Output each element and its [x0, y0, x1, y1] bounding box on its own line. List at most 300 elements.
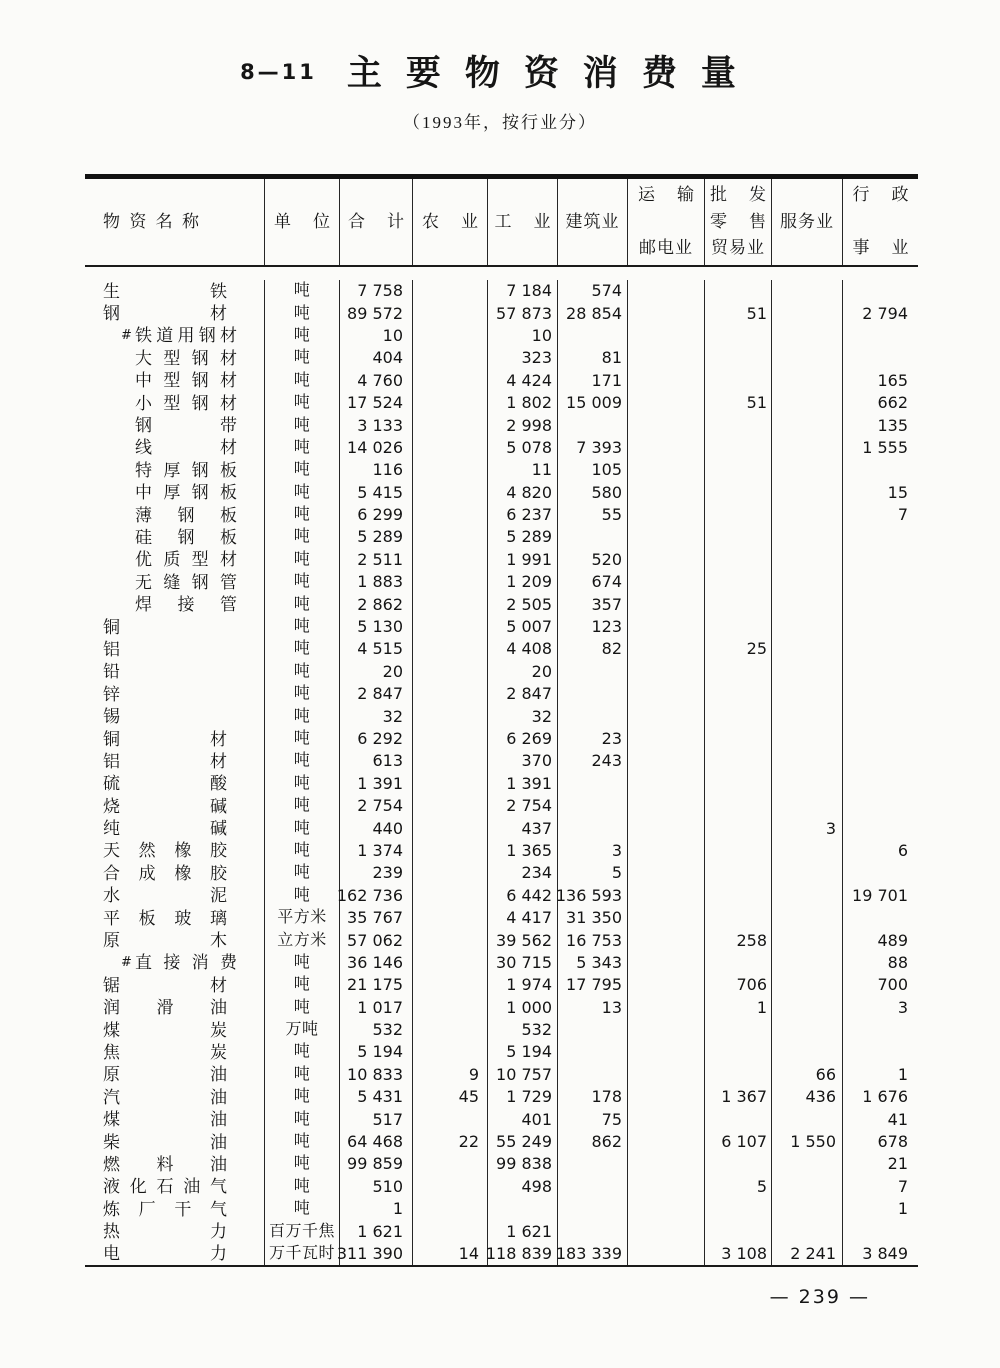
column-header-agriculture — [413, 179, 488, 265]
value-cell-government_institutions — [843, 459, 918, 481]
value-cell-services — [772, 1176, 843, 1198]
value-cell-construction — [558, 1153, 628, 1175]
value-cell-services — [772, 504, 843, 526]
value-cell-wholesale_retail_trade: 258 — [705, 929, 772, 951]
value-cell-government_institutions — [843, 526, 918, 548]
material-name: 煤炭 — [103, 1020, 227, 1040]
material-name-cell — [85, 616, 265, 638]
value-cell-wholesale_retail_trade — [705, 1108, 772, 1130]
material-name: 原木 — [103, 931, 227, 951]
value-cell-wholesale_retail_trade — [705, 459, 772, 481]
value-cell-government_institutions: 135 — [877, 415, 908, 435]
value-cell-services — [772, 974, 843, 996]
table-number: 8—11 — [240, 60, 317, 84]
table-row — [85, 840, 918, 862]
value-cell-agriculture — [413, 347, 488, 369]
value-cell-industry: 118 839 — [488, 1243, 558, 1265]
table-row — [85, 997, 918, 1019]
value-cell-government_institutions — [843, 1019, 918, 1041]
material-name: 水泥 — [103, 886, 227, 906]
column-header-label: 建筑业 — [565, 211, 620, 231]
value-cell-agriculture — [413, 616, 488, 638]
value-cell-wholesale_retail_trade — [705, 840, 772, 862]
value-cell-services: 1 550 — [772, 1131, 843, 1153]
table-row — [85, 1198, 918, 1220]
unit-cell: 吨 — [265, 1064, 340, 1086]
material-name-cell — [85, 683, 265, 705]
value-cell-transport_post_telecom — [628, 907, 705, 929]
value-cell-transport_post_telecom — [628, 325, 705, 347]
value-cell-construction — [558, 683, 628, 705]
value-cell-wholesale_retail_trade: 3 108 — [705, 1243, 772, 1265]
value-cell-government_institutions: 1 — [897, 1199, 908, 1219]
table-row — [85, 571, 918, 593]
column-header-label: 工业 — [494, 211, 551, 231]
value-cell-transport_post_telecom — [628, 593, 705, 615]
value-cell-services — [772, 862, 843, 884]
table-row — [85, 1041, 918, 1063]
value-cell-government_institutions: 1 555 — [862, 437, 908, 457]
value-cell-wholesale_retail_trade — [705, 482, 772, 504]
material-name-cell — [85, 414, 265, 436]
value-cell-wholesale_retail_trade — [705, 370, 772, 392]
value-cell-government_institutions: 662 — [877, 393, 908, 413]
value-cell-agriculture — [413, 593, 488, 615]
value-cell-government_institutions: 21 — [887, 1154, 908, 1174]
value-cell-total: 1 374 — [340, 840, 413, 862]
unit-cell: 百万千焦 — [265, 1220, 340, 1242]
value-cell-agriculture — [413, 1108, 488, 1130]
value-cell-total: 239 — [340, 862, 413, 884]
value-cell-transport_post_telecom — [628, 1108, 705, 1130]
column-header-label: 行政 — [852, 185, 909, 204]
value-cell-wholesale_retail_trade — [705, 795, 772, 817]
material-name: 硫酸 — [103, 774, 227, 794]
column-header-label: 农业 — [422, 211, 478, 231]
value-cell-agriculture — [413, 437, 488, 459]
value-cell-government_institutions: 6 — [897, 840, 908, 860]
value-cell-services — [772, 683, 843, 705]
value-cell-total: 14 026 — [340, 437, 413, 459]
material-name-cell — [85, 280, 265, 302]
value-cell-industry: 2 505 — [488, 593, 558, 615]
table-body — [85, 267, 918, 1267]
table-row — [85, 370, 918, 392]
value-cell-agriculture — [413, 885, 488, 907]
unit-cell: 吨 — [265, 997, 340, 1019]
value-cell-government_institutions: 7 — [897, 505, 908, 525]
value-cell-transport_post_telecom — [628, 414, 705, 436]
value-cell-agriculture — [413, 974, 488, 996]
value-cell-services — [772, 638, 843, 660]
value-cell-wholesale_retail_trade — [705, 1041, 772, 1063]
value-cell-total: 99 859 — [340, 1153, 413, 1175]
value-cell-construction: 357 — [558, 593, 628, 615]
value-cell-construction — [558, 325, 628, 347]
value-cell-construction: 674 — [558, 571, 628, 593]
value-cell-agriculture — [413, 929, 488, 951]
value-cell-transport_post_telecom — [628, 795, 705, 817]
value-cell-services — [772, 482, 843, 504]
value-cell-services: 436 — [772, 1086, 843, 1108]
value-cell-services: 3 — [772, 817, 843, 839]
material-name: 小型钢材 — [135, 393, 237, 413]
value-cell-construction: 105 — [558, 459, 628, 481]
unit-cell: 吨 — [265, 817, 340, 839]
value-cell-government_institutions: 1 — [897, 1064, 908, 1084]
value-cell-agriculture: 9 — [413, 1064, 488, 1086]
value-cell-transport_post_telecom — [628, 974, 705, 996]
value-cell-construction — [558, 414, 628, 436]
value-cell-construction: 136 593 — [558, 885, 628, 907]
value-cell-transport_post_telecom — [628, 728, 705, 750]
table-row — [85, 1176, 918, 1198]
value-cell-total: 64 468 — [340, 1131, 413, 1153]
footnote-marker: # — [121, 955, 132, 971]
value-cell-transport_post_telecom — [628, 773, 705, 795]
unit-cell: 吨 — [265, 437, 340, 459]
value-cell-agriculture — [413, 1176, 488, 1198]
value-cell-construction: 171 — [558, 370, 628, 392]
material-name: 硅钢板 — [135, 527, 237, 547]
column-header-construction — [558, 179, 628, 265]
value-cell-transport_post_telecom — [628, 280, 705, 302]
value-cell-services — [772, 705, 843, 727]
value-cell-construction: 243 — [558, 750, 628, 772]
table-row — [85, 862, 918, 884]
value-cell-total: 7 758 — [340, 280, 413, 302]
value-cell-transport_post_telecom — [628, 1220, 705, 1242]
material-name-cell — [85, 1086, 265, 1108]
material-name-cell — [85, 862, 265, 884]
unit-cell: 吨 — [265, 504, 340, 526]
material-name-cell — [85, 370, 265, 392]
unit-cell: 吨 — [265, 1176, 340, 1198]
value-cell-construction: 3 — [558, 840, 628, 862]
material-name: 煤油 — [103, 1110, 227, 1130]
value-cell-total: 517 — [340, 1108, 413, 1130]
table-row — [85, 1108, 918, 1130]
title-bar — [0, 46, 1000, 96]
value-cell-services — [772, 929, 843, 951]
material-name: 天然橡胶 — [103, 841, 227, 861]
material-name: 无缝钢管 — [135, 572, 237, 592]
value-cell-wholesale_retail_trade — [705, 705, 772, 727]
value-cell-construction — [558, 795, 628, 817]
material-name: 铝 — [103, 639, 120, 659]
value-cell-government_institutions — [843, 750, 918, 772]
value-cell-government_institutions — [843, 280, 918, 302]
material-name: 铁道用钢材 — [135, 326, 237, 346]
material-name-cell — [85, 840, 265, 862]
value-cell-government_institutions — [843, 795, 918, 817]
value-cell-wholesale_retail_trade — [705, 437, 772, 459]
material-name: 电力 — [103, 1244, 227, 1264]
value-cell-wholesale_retail_trade — [705, 1019, 772, 1041]
value-cell-wholesale_retail_trade — [705, 773, 772, 795]
value-cell-services — [772, 840, 843, 862]
material-name-cell — [85, 1153, 265, 1175]
value-cell-government_institutions: 15 — [887, 482, 908, 502]
value-cell-agriculture — [413, 414, 488, 436]
value-cell-industry: 2 847 — [488, 683, 558, 705]
value-cell-transport_post_telecom — [628, 1153, 705, 1175]
value-cell-services: 66 — [772, 1064, 843, 1086]
unit-cell: 吨 — [265, 459, 340, 481]
value-cell-transport_post_telecom — [628, 1086, 705, 1108]
unit-cell: 吨 — [265, 1086, 340, 1108]
value-cell-construction: 862 — [558, 1131, 628, 1153]
value-cell-transport_post_telecom — [628, 929, 705, 951]
value-cell-agriculture — [413, 504, 488, 526]
value-cell-total: 613 — [340, 750, 413, 772]
value-cell-agriculture — [413, 862, 488, 884]
unit-cell: 吨 — [265, 1108, 340, 1130]
value-cell-transport_post_telecom — [628, 302, 705, 324]
value-cell-transport_post_telecom — [628, 392, 705, 414]
value-cell-industry: 7 184 — [488, 280, 558, 302]
column-header-material_name — [85, 179, 265, 265]
value-cell-wholesale_retail_trade — [705, 661, 772, 683]
value-cell-wholesale_retail_trade — [705, 952, 772, 974]
value-cell-government_institutions — [843, 593, 918, 615]
value-cell-transport_post_telecom — [628, 817, 705, 839]
material-name: 燃料油 — [103, 1154, 227, 1174]
material-name-cell — [85, 929, 265, 951]
value-cell-wholesale_retail_trade — [705, 1064, 772, 1086]
table-row — [85, 504, 918, 526]
value-cell-wholesale_retail_trade — [705, 549, 772, 571]
value-cell-total: 2 847 — [340, 683, 413, 705]
value-cell-total: 440 — [340, 817, 413, 839]
value-cell-government_institutions — [843, 347, 918, 369]
unit-cell: 吨 — [265, 795, 340, 817]
unit-cell: 吨 — [265, 571, 340, 593]
value-cell-transport_post_telecom — [628, 549, 705, 571]
value-cell-construction — [558, 661, 628, 683]
value-cell-government_institutions: 88 — [887, 952, 908, 972]
value-cell-wholesale_retail_trade — [705, 280, 772, 302]
value-cell-industry: 401 — [488, 1108, 558, 1130]
column-header-label: 零售 — [710, 211, 766, 231]
value-cell-total: 2 862 — [340, 593, 413, 615]
value-cell-services — [772, 1108, 843, 1130]
value-cell-services — [772, 1220, 843, 1242]
material-name-cell — [85, 1198, 265, 1220]
value-cell-services — [772, 549, 843, 571]
value-cell-industry: 5 007 — [488, 616, 558, 638]
value-cell-industry: 234 — [488, 862, 558, 884]
value-cell-industry: 4 424 — [488, 370, 558, 392]
footnote-marker: # — [121, 328, 132, 344]
value-cell-industry: 437 — [488, 817, 558, 839]
value-cell-construction — [558, 1220, 628, 1242]
table-row — [85, 929, 918, 951]
value-cell-transport_post_telecom — [628, 1176, 705, 1198]
value-cell-agriculture — [413, 1041, 488, 1063]
value-cell-wholesale_retail_trade — [705, 571, 772, 593]
value-cell-government_institutions: 3 849 — [862, 1243, 908, 1263]
value-cell-agriculture: 14 — [413, 1243, 488, 1265]
unit-cell: 吨 — [265, 392, 340, 414]
value-cell-construction: 16 753 — [558, 929, 628, 951]
value-cell-wholesale_retail_trade — [705, 526, 772, 548]
material-name-cell — [85, 459, 265, 481]
value-cell-wholesale_retail_trade — [705, 750, 772, 772]
value-cell-services — [772, 661, 843, 683]
value-cell-government_institutions: 489 — [877, 930, 908, 950]
value-cell-total: 510 — [340, 1176, 413, 1198]
unit-cell: 万吨 — [265, 1019, 340, 1041]
unit-cell: 吨 — [265, 616, 340, 638]
value-cell-services — [772, 997, 843, 1019]
value-cell-wholesale_retail_trade: 1 367 — [705, 1086, 772, 1108]
value-cell-industry: 1 209 — [488, 571, 558, 593]
unit-cell: 吨 — [265, 325, 340, 347]
table-row — [85, 302, 918, 324]
value-cell-wholesale_retail_trade — [705, 414, 772, 436]
value-cell-industry: 6 237 — [488, 504, 558, 526]
value-cell-construction — [558, 1176, 628, 1198]
value-cell-industry: 99 838 — [488, 1153, 558, 1175]
value-cell-industry: 55 249 — [488, 1131, 558, 1153]
value-cell-services — [772, 616, 843, 638]
value-cell-transport_post_telecom — [628, 840, 705, 862]
value-cell-industry: 1 729 — [488, 1086, 558, 1108]
column-header-government_institutions — [843, 179, 918, 265]
value-cell-government_institutions — [843, 325, 918, 347]
material-name: 柴油 — [103, 1132, 227, 1152]
value-cell-transport_post_telecom — [628, 1064, 705, 1086]
material-name-cell — [85, 1108, 265, 1130]
value-cell-construction: 31 350 — [558, 907, 628, 929]
value-cell-construction: 28 854 — [558, 302, 628, 324]
value-cell-industry: 11 — [488, 459, 558, 481]
value-cell-construction: 178 — [558, 1086, 628, 1108]
value-cell-construction: 580 — [558, 482, 628, 504]
value-cell-construction — [558, 1041, 628, 1063]
value-cell-government_institutions — [843, 728, 918, 750]
value-cell-agriculture — [413, 459, 488, 481]
value-cell-industry: 5 289 — [488, 526, 558, 548]
value-cell-total: 162 736 — [340, 885, 413, 907]
value-cell-government_institutions — [843, 1041, 918, 1063]
value-cell-agriculture: 22 — [413, 1131, 488, 1153]
value-cell-government_institutions — [843, 817, 918, 839]
table-row — [85, 1220, 918, 1242]
unit-cell: 吨 — [265, 683, 340, 705]
value-cell-agriculture — [413, 1153, 488, 1175]
value-cell-construction: 23 — [558, 728, 628, 750]
value-cell-agriculture — [413, 1019, 488, 1041]
value-cell-construction: 5 — [558, 862, 628, 884]
page-title: 主要物资消费量 — [346, 54, 760, 93]
value-cell-construction — [558, 705, 628, 727]
value-cell-construction: 13 — [558, 997, 628, 1019]
material-name: 汽油 — [103, 1087, 227, 1107]
value-cell-total: 5 431 — [340, 1086, 413, 1108]
value-cell-industry: 4 820 — [488, 482, 558, 504]
value-cell-construction: 123 — [558, 616, 628, 638]
value-cell-total: 1 391 — [340, 773, 413, 795]
value-cell-industry: 2 754 — [488, 795, 558, 817]
value-cell-transport_post_telecom — [628, 1019, 705, 1041]
value-cell-services — [772, 1153, 843, 1175]
value-cell-construction: 183 339 — [558, 1243, 628, 1265]
material-name: 原油 — [103, 1065, 227, 1085]
unit-cell: 吨 — [265, 638, 340, 660]
unit-cell: 吨 — [265, 370, 340, 392]
value-cell-industry: 5 194 — [488, 1041, 558, 1063]
material-name: 铜材 — [103, 729, 227, 749]
value-cell-agriculture — [413, 817, 488, 839]
unit-cell: 吨 — [265, 526, 340, 548]
value-cell-total: 311 390 — [340, 1243, 413, 1265]
material-name: 铅 — [103, 662, 120, 682]
unit-cell: 吨 — [265, 1153, 340, 1175]
value-cell-industry: 6 269 — [488, 728, 558, 750]
value-cell-agriculture — [413, 683, 488, 705]
value-cell-agriculture — [413, 549, 488, 571]
column-header-services — [772, 179, 843, 265]
value-cell-agriculture — [413, 370, 488, 392]
table-row — [85, 549, 918, 571]
material-name-cell — [85, 705, 265, 727]
value-cell-total: 5 289 — [340, 526, 413, 548]
value-cell-industry: 5 078 — [488, 437, 558, 459]
unit-cell: 吨 — [265, 482, 340, 504]
value-cell-agriculture: 45 — [413, 1086, 488, 1108]
material-name-cell — [85, 482, 265, 504]
table-row — [85, 705, 918, 727]
value-cell-government_institutions — [843, 661, 918, 683]
value-cell-services — [772, 280, 843, 302]
column-header-total — [340, 179, 413, 265]
value-cell-industry: 1 991 — [488, 549, 558, 571]
value-cell-construction: 75 — [558, 1108, 628, 1130]
value-cell-government_institutions — [843, 705, 918, 727]
value-cell-services — [772, 459, 843, 481]
material-name: 钢带 — [135, 416, 237, 436]
value-cell-services — [772, 795, 843, 817]
value-cell-agriculture — [413, 840, 488, 862]
value-cell-agriculture — [413, 526, 488, 548]
material-name-cell — [85, 974, 265, 996]
value-cell-industry: 1 974 — [488, 974, 558, 996]
unit-cell: 万千瓦时 — [265, 1243, 340, 1265]
value-cell-total: 4 515 — [340, 638, 413, 660]
value-cell-services — [772, 370, 843, 392]
table-row — [85, 974, 918, 996]
value-cell-total: 10 — [340, 325, 413, 347]
material-name: 平板玻璃 — [103, 908, 227, 928]
value-cell-transport_post_telecom — [628, 571, 705, 593]
value-cell-government_institutions: 1 676 — [862, 1087, 908, 1107]
value-cell-wholesale_retail_trade — [705, 325, 772, 347]
material-name-cell — [85, 593, 265, 615]
value-cell-agriculture — [413, 795, 488, 817]
material-name: 特厚钢板 — [135, 460, 237, 480]
material-name: 焦炭 — [103, 1042, 227, 1062]
material-name-cell — [85, 773, 265, 795]
value-cell-transport_post_telecom — [628, 459, 705, 481]
value-cell-transport_post_telecom — [628, 1243, 705, 1265]
value-cell-industry: 370 — [488, 750, 558, 772]
unit-cell: 吨 — [265, 280, 340, 302]
value-cell-total: 10 833 — [340, 1064, 413, 1086]
value-cell-wholesale_retail_trade — [705, 593, 772, 615]
value-cell-wholesale_retail_trade: 5 — [705, 1176, 772, 1198]
